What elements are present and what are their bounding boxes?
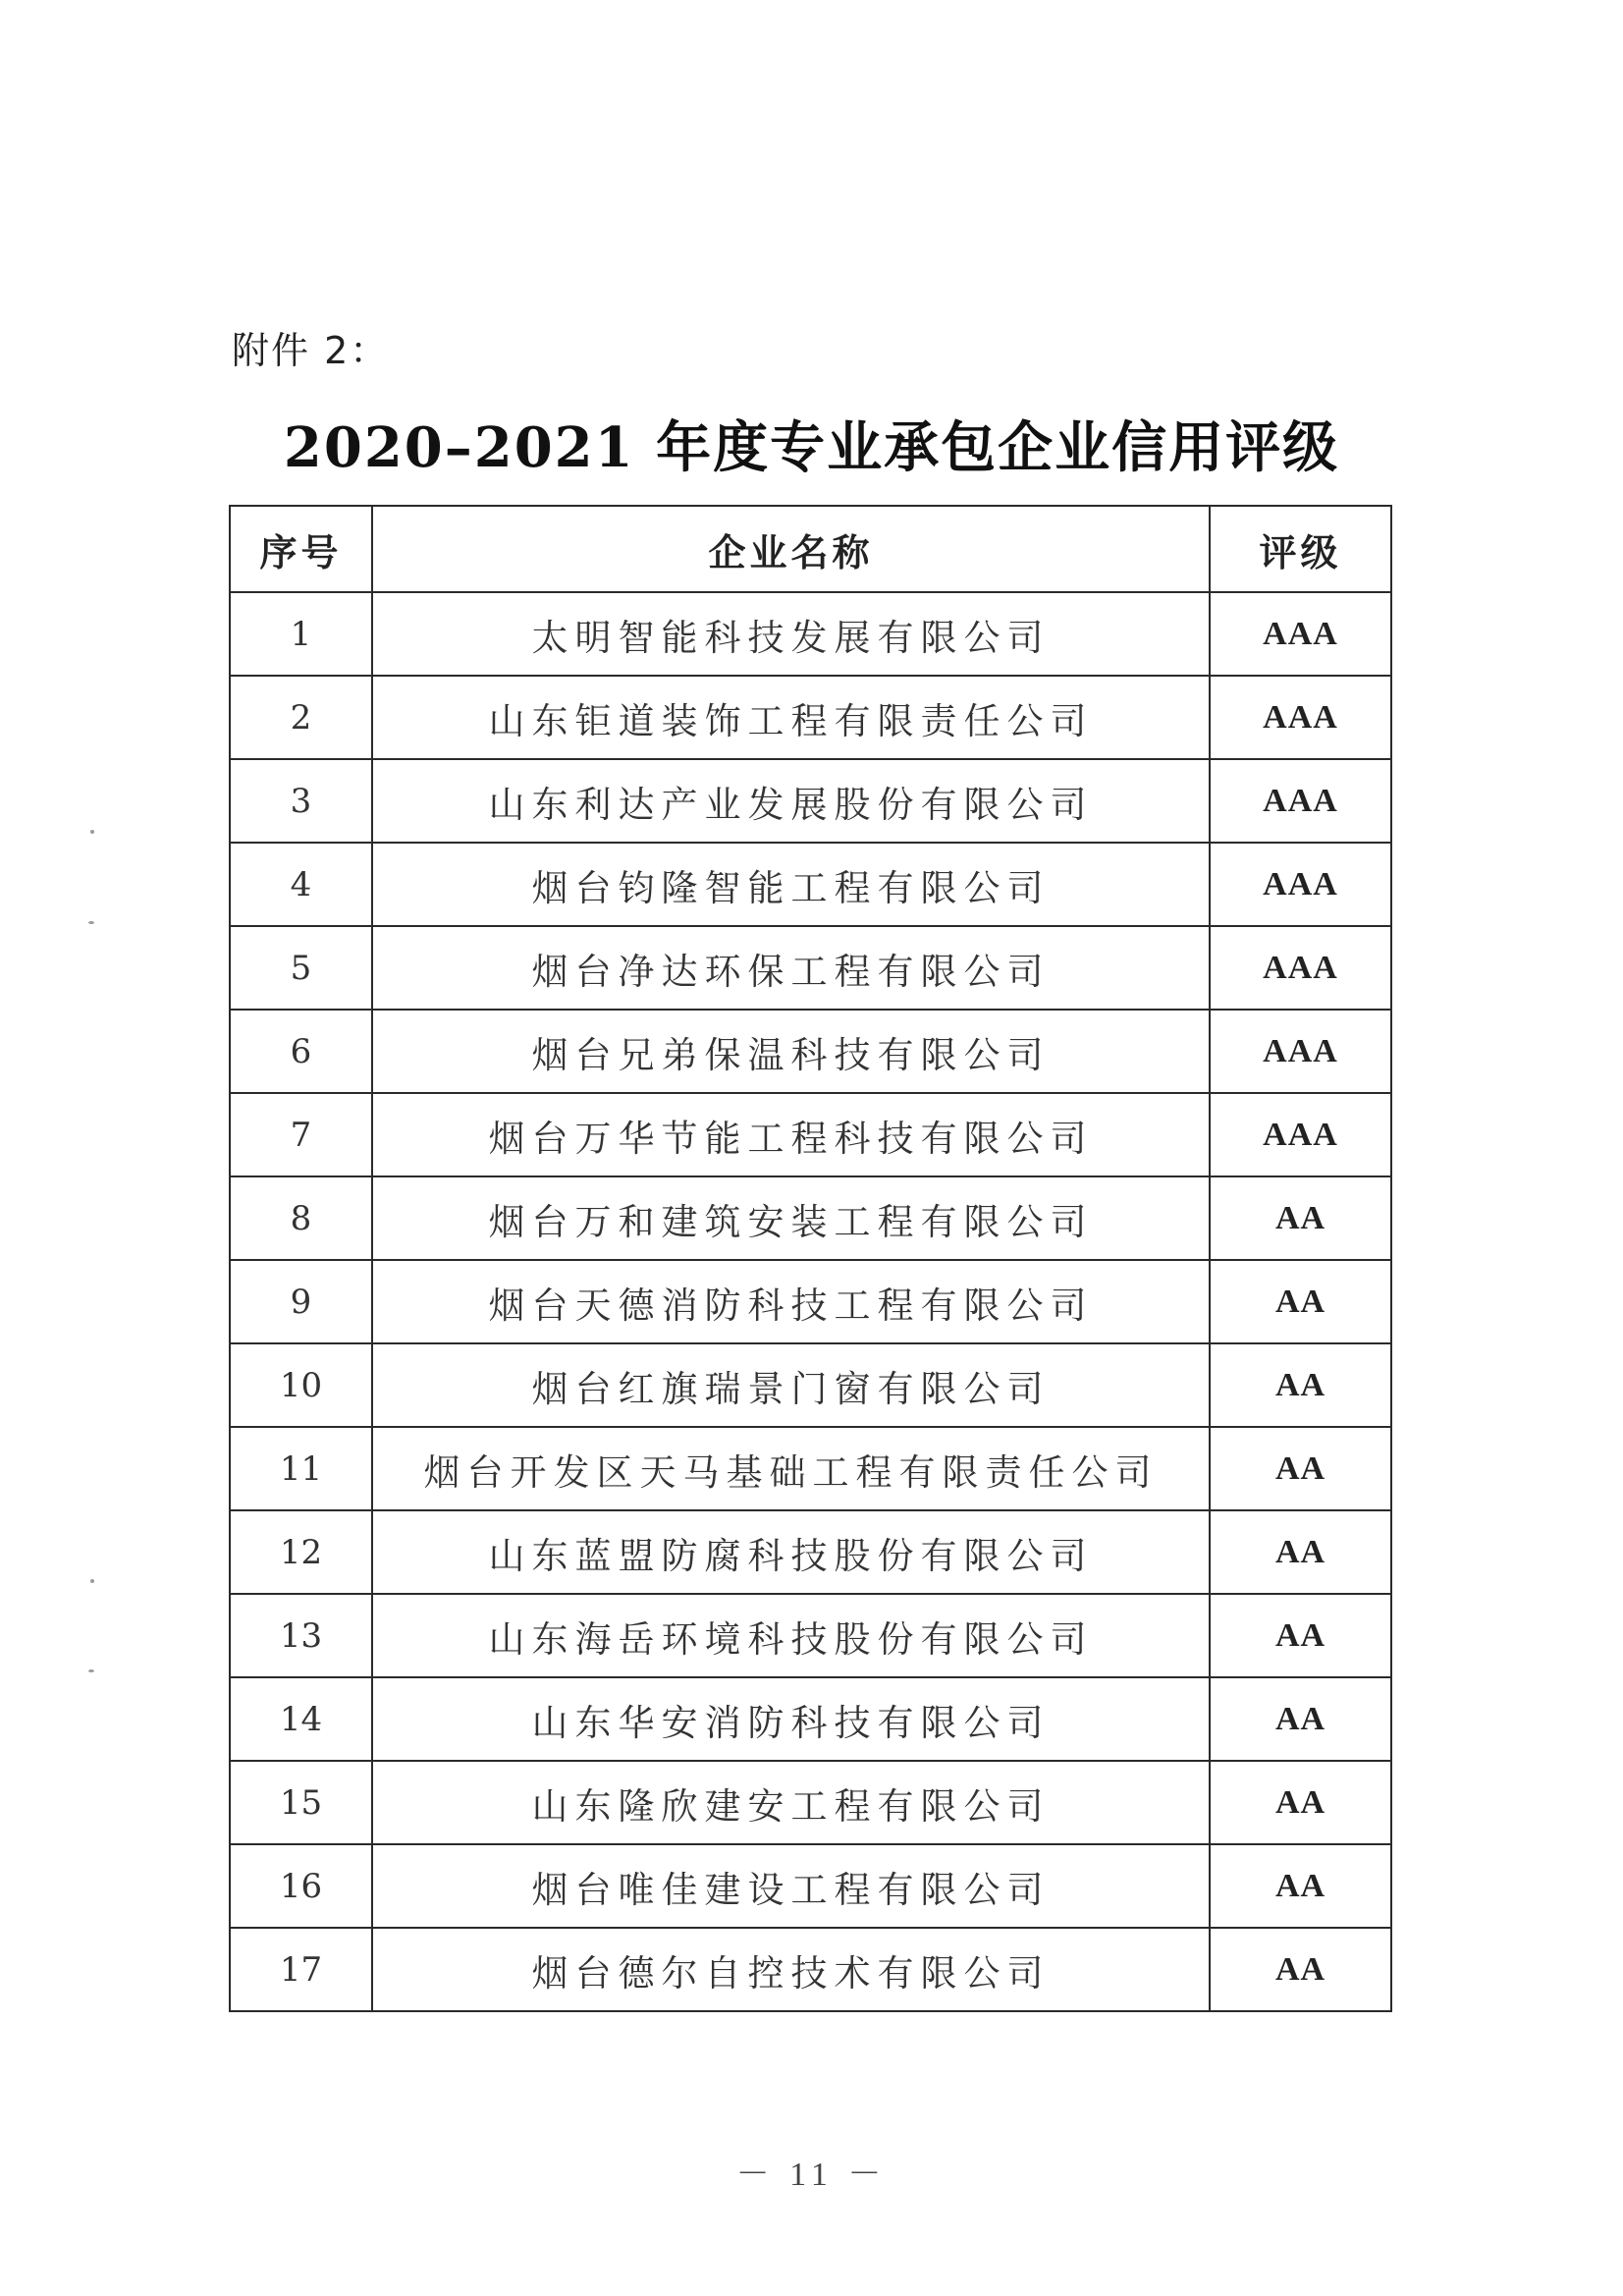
company-name: 烟台万和建筑安装工程有限公司: [372, 1176, 1210, 1260]
column-header-no: 序号: [230, 506, 372, 592]
company-name: 烟台净达环保工程有限公司: [372, 926, 1210, 1010]
table-row: [230, 1260, 1391, 1343]
credit-rating: AAA: [1210, 759, 1391, 843]
credit-rating: AAA: [1210, 592, 1391, 676]
company-name: 山东海岳环境科技股份有限公司: [372, 1594, 1210, 1677]
table-row: [230, 1093, 1391, 1176]
credit-rating: AA: [1210, 1510, 1391, 1594]
table-row: [230, 926, 1391, 1010]
company-name: 烟台钧隆智能工程有限公司: [372, 843, 1210, 926]
table-body: [230, 592, 1391, 2011]
scan-speck: [90, 1579, 94, 1583]
company-name: 烟台万华节能工程科技有限公司: [372, 1093, 1210, 1176]
table-header-row: [230, 506, 1391, 592]
row-number: 4: [230, 843, 372, 926]
page-number: － 11 －: [735, 2157, 888, 2193]
company-name: 山东华安消防科技有限公司: [372, 1677, 1210, 1761]
company-name: 山东蓝盟防腐科技股份有限公司: [372, 1510, 1210, 1594]
credit-rating: AA: [1210, 1844, 1391, 1928]
table-row: [230, 1510, 1391, 1594]
row-number: 15: [230, 1761, 372, 1844]
row-number: 10: [230, 1343, 372, 1427]
credit-rating: AAA: [1210, 843, 1391, 926]
table-row: [230, 1928, 1391, 2011]
scan-speck: [88, 921, 94, 924]
company-name: 山东钜道装饰工程有限责任公司: [372, 676, 1210, 759]
credit-rating: AA: [1210, 1343, 1391, 1427]
table-row: [230, 676, 1391, 759]
row-number: 8: [230, 1176, 372, 1260]
credit-rating-table: [229, 505, 1392, 2012]
row-number: 3: [230, 759, 372, 843]
credit-rating: AA: [1210, 1928, 1391, 2011]
company-name: 山东隆欣建安工程有限公司: [372, 1761, 1210, 1844]
table-row: [230, 759, 1391, 843]
table-row: [230, 1010, 1391, 1093]
company-name: 烟台兄弟保温科技有限公司: [372, 1010, 1210, 1093]
credit-rating: AA: [1210, 1260, 1391, 1343]
document-title: 2020–2021 年度专业承包企业信用评级: [283, 415, 1340, 480]
table-row: [230, 1594, 1391, 1677]
table-row: [230, 1176, 1391, 1260]
attachment-label: 附件 2：: [232, 329, 390, 372]
row-number: 13: [230, 1594, 372, 1677]
scan-speck: [88, 1669, 94, 1672]
credit-rating: AA: [1210, 1677, 1391, 1761]
column-header-rating: 评级: [1210, 506, 1391, 592]
company-name: 山东利达产业发展股份有限公司: [372, 759, 1210, 843]
row-number: 7: [230, 1093, 372, 1176]
credit-rating: AAA: [1210, 1093, 1391, 1176]
credit-rating: AA: [1210, 1761, 1391, 1844]
row-number: 16: [230, 1844, 372, 1928]
table-row: [230, 1427, 1391, 1510]
table-row: [230, 592, 1391, 676]
row-number: 5: [230, 926, 372, 1010]
row-number: 9: [230, 1260, 372, 1343]
row-number: 2: [230, 676, 372, 759]
company-name: 烟台天德消防科技工程有限公司: [372, 1260, 1210, 1343]
table-row: [230, 843, 1391, 926]
company-name: 太明智能科技发展有限公司: [372, 592, 1210, 676]
company-name: 烟台开发区天马基础工程有限责任公司: [372, 1427, 1210, 1510]
table-row: [230, 1844, 1391, 1928]
company-name: 烟台唯佳建设工程有限公司: [372, 1844, 1210, 1928]
table-row: [230, 1761, 1391, 1844]
company-name: 烟台红旗瑞景门窗有限公司: [372, 1343, 1210, 1427]
credit-rating: AA: [1210, 1594, 1391, 1677]
credit-rating: AAA: [1210, 676, 1391, 759]
row-number: 14: [230, 1677, 372, 1761]
table-row: [230, 1677, 1391, 1761]
row-number: 11: [230, 1427, 372, 1510]
credit-rating: AAA: [1210, 926, 1391, 1010]
scan-speck: [90, 830, 94, 834]
table-row: [230, 1343, 1391, 1427]
row-number: 12: [230, 1510, 372, 1594]
company-name: 烟台德尔自控技术有限公司: [372, 1928, 1210, 2011]
credit-rating: AAA: [1210, 1010, 1391, 1093]
row-number: 1: [230, 592, 372, 676]
row-number: 6: [230, 1010, 372, 1093]
credit-rating: AA: [1210, 1427, 1391, 1510]
credit-rating: AA: [1210, 1176, 1391, 1260]
column-header-company: 企业名称: [372, 506, 1210, 592]
row-number: 17: [230, 1928, 372, 2011]
